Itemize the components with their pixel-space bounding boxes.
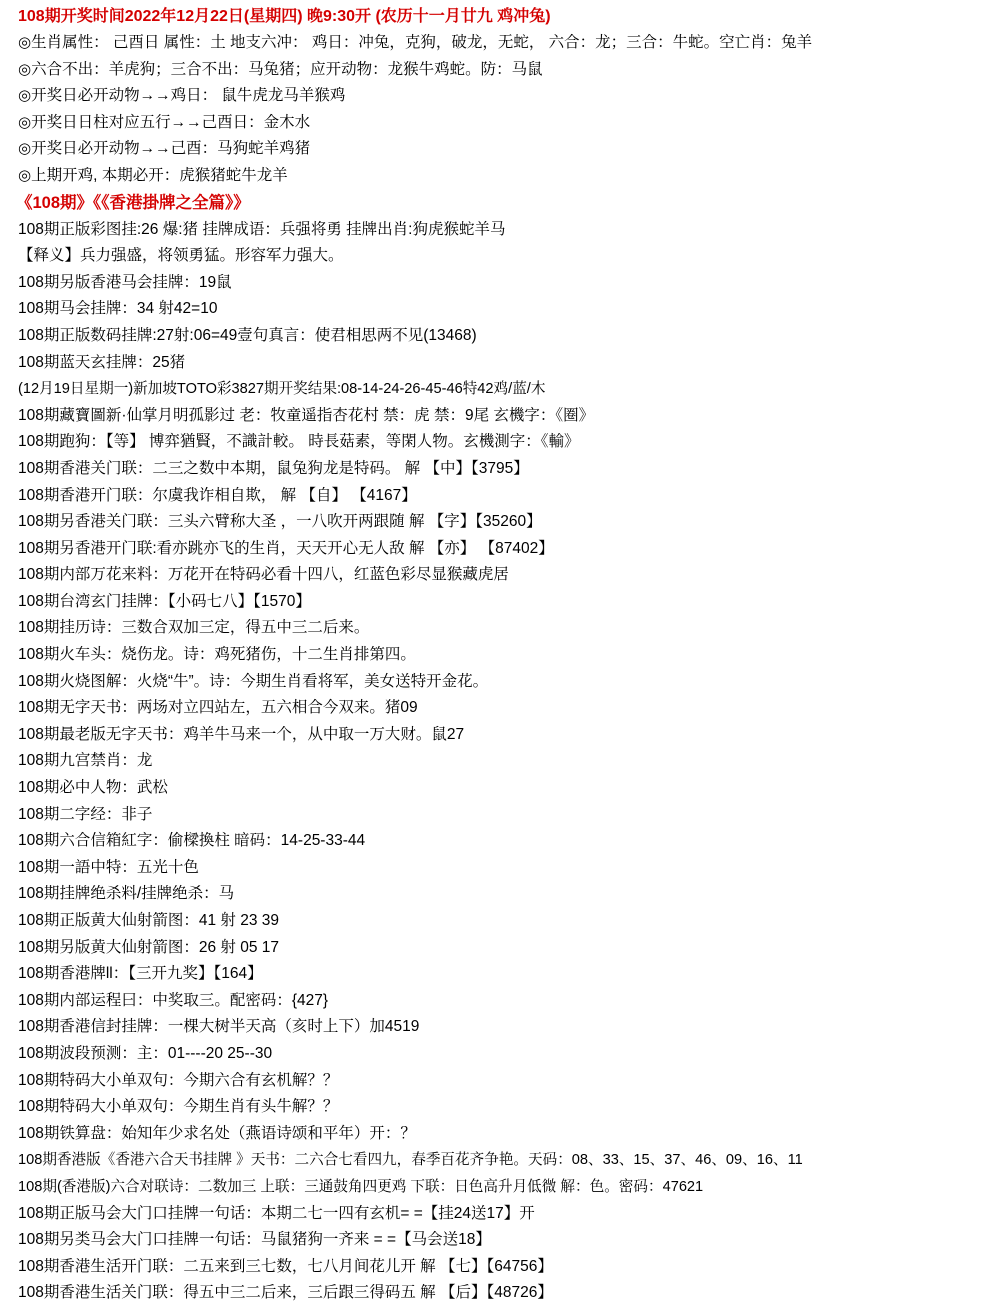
body-line-9: 108期香港关门联：二三之数中本期，鼠兔狗龙是特码。 解 【中】【3795】	[18, 459, 529, 477]
body-line-38: 108期另类马会大门口挂牌一句话：马鼠猪狗一齐来 = =【马会送18】	[18, 1231, 491, 1249]
body-line-18: 108期无字天书：两场对立四站左，五六相合今双来。猪09	[18, 699, 418, 717]
body-line-12: 108期另香港开门联:看亦跳亦飞的生肖，天天开心无人敌 解 【亦】 【87402】	[18, 539, 554, 557]
attribute-line-5	[0, 163, 1000, 190]
attribute-text: 开奖日日柱对应五行→→己酉日：金木水	[31, 113, 311, 131]
body-line-16: 108期火车头：烧伤龙。诗：鸡死猪伤，十二生肖排第四。	[18, 646, 416, 664]
body-line-33: 108期特码大小单双句：今期生肖有头牛解？？	[18, 1098, 339, 1116]
body-line-23: 108期六合信箱紅字：偷樑換柱 暗码：14-25-33-44	[18, 832, 366, 850]
attribute-line-4	[0, 136, 1000, 163]
attribute-line-3	[0, 110, 1000, 137]
body-line-6: (12月19日星期一)新加坡TOTO彩3827期开奖结果:08-14-24-26-45-46特42鸡/蓝/木	[18, 381, 546, 398]
attribute-line-0	[0, 30, 1000, 57]
body-line-17: 108期火烧图解：火烧“牛”。诗：今期生肖看将军，美女送特开金花。	[18, 672, 489, 690]
attribute-text: 生肖属性： 己酉日 属性：土 地支六冲： 鸡日：冲兔，克狗，破龙，无蛇， 六合：龙；三合：牛蛇。空亡肖：兔羊	[31, 34, 813, 51]
bullet-icon: ◎	[18, 34, 32, 51]
body-line-39: 108期香港生活开门联：二五来到三七数，七八月间花儿开 解 【七】【64756】	[18, 1257, 553, 1275]
attribute-line-1	[0, 57, 1000, 84]
attribute-text: 六合不出：羊虎狗；三合不出：马兔猪；应开动物：龙猴牛鸡蛇。防：马鼠	[31, 60, 543, 78]
page-title: 108期开奖时间2022年12月22日(星期四) 晚9:30开 (农历十一月廿九 鸡冲兔)	[18, 8, 551, 25]
bullet-icon: ◎	[18, 87, 32, 105]
body-line-7: 108期藏寶圖新·仙掌月明孤影过 老：牧童遥指杏花村 禁：虎 禁：9尾 玄機字：《圈》	[18, 406, 595, 424]
attribute-text: 开奖日必开动物→→鸡日： 鼠牛虎龙马羊猴鸡	[31, 87, 346, 105]
body-line-37: 108期正版马会大门口挂牌一句话：本期二七一四有玄机= =【挂24送17】开	[18, 1204, 535, 1222]
body-line-20: 108期九宫禁肖：龙	[18, 752, 153, 770]
bullet-icon: ◎	[18, 113, 32, 131]
body-line-31: 108期波段预测：主：01----20 25--30	[18, 1044, 273, 1062]
body-line-22: 108期二字经：非子	[18, 805, 153, 823]
bullet-icon: ◎	[18, 166, 32, 184]
body-line-13: 108期内部万花来料：万花开在特码必看十四八，红蓝色彩尽显猴藏虎居	[18, 566, 509, 584]
body-line-3: 108期马会挂牌：34 射42=10	[18, 300, 218, 318]
body-line-26: 108期正版黄大仙射箭图：41 射 23 39	[18, 912, 280, 929]
body-line-40: 108期香港生活关门联：得五中三二后来，三后跟三得码五 解 【后】【48726】	[18, 1284, 553, 1302]
body-line-30: 108期香港信封挂牌：一棵大树半天高（亥时上下）加4519	[18, 1018, 420, 1036]
body-line-24: 108期一語中特：五光十色	[18, 858, 199, 876]
body-line-1: 【释义】兵力强盛，将领勇猛。形容军力强大。	[18, 247, 344, 265]
body-line-34: 108期铁算盘：始知年少求名处（燕语诗颂和平年）开：？	[18, 1124, 416, 1142]
body-line-25: 108期挂牌绝杀料/挂牌绝杀：马	[18, 885, 235, 903]
body-line-21: 108期必中人物：武松	[18, 779, 168, 797]
body-line-36: 108期(香港版)六合对联诗：二数加三 上联：三通鼓角四更鸡 下联：日色高升月低微 解：色。密码：47621	[18, 1178, 704, 1195]
body-line-19: 108期最老版无字天书：鸡羊牛马来一个，从中取一万大财。鼠27	[18, 725, 465, 743]
body-line-10: 108期香港开门联：尔虞我诈相自欺， 解 【自】 【4167】	[18, 486, 417, 504]
body-line-5: 108期蓝天玄挂牌：25猪	[18, 353, 186, 371]
body-line-11: 108期另香港关门联：三头六臂称大圣 ，一八吹开两跟随 解 【字】【35260】	[18, 513, 542, 531]
section-header: 《108期》《《香港掛牌之全篇》》	[16, 193, 250, 212]
bullet-icon: ◎	[18, 140, 32, 158]
attribute-line-2	[0, 83, 1000, 110]
body-line-32: 108期特码大小单双句：今期六合有玄机解？？	[18, 1071, 339, 1089]
body-line-35: 108期香港版《香港六合天书挂牌 》天书：二六合七看四九，春季百花齐争艳。天码：08、33、15、37、46、09、16、11	[18, 1152, 803, 1169]
body-line-0: 108期正版彩图挂:26 爆:猪 挂牌成语：兵强将勇 挂牌出肖:狗虎猴蛇羊马	[18, 220, 506, 238]
body-line-8: 108期跑狗：【等】 博弈猶賢，不識計較。 時長菇素，等閑人物。玄機測字：《輸》	[18, 433, 580, 451]
body-line-27: 108期另版黄大仙射箭图：26 射 05 17	[18, 938, 280, 956]
attribute-text: 上期开鸡, 本期必开：虎猴猪蛇牛龙羊	[31, 166, 288, 184]
bullet-icon: ◎	[18, 60, 32, 78]
body-line-4: 108期正版数码挂牌:27射:06=49壹句真言：使君相思两不见(13468)	[18, 326, 477, 344]
attribute-text: 开奖日必开动物→→己酉：马狗蛇羊鸡猪	[31, 140, 311, 158]
body-line-14: 108期台湾玄门挂牌：【小码七八】【1570】	[18, 592, 311, 610]
body-line-29: 108期内部运程曰：中奖取三。配密码：{427}	[18, 991, 329, 1009]
body-line-28: 108期香港牌ll：【三开九奖】【164】	[18, 965, 263, 983]
body-line-2: 108期另版香港马会挂牌：19鼠	[18, 273, 232, 291]
body-line-15: 108期挂历诗：三数合双加三定，得五中三二后来。	[18, 619, 370, 637]
